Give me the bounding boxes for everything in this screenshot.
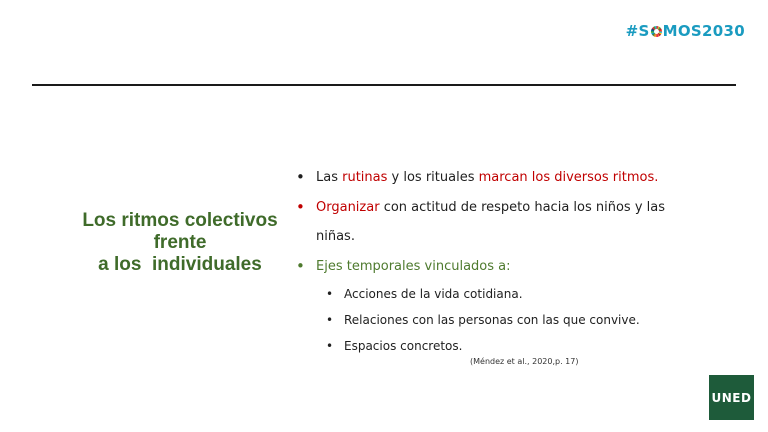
bullet-dot-icon: • <box>326 313 334 327</box>
bullet-text: Las <box>316 170 343 185</box>
sub-bullet-text: Acciones de la vida cotidiana. <box>344 287 523 301</box>
bullet-text: Ejes temporales vinculados a: <box>316 258 511 274</box>
sub-bullet-text: Relaciones con las personas con las que convive. <box>344 313 640 327</box>
highlight-organizar: Organizar <box>316 199 380 215</box>
bullet-list <box>296 163 676 359</box>
bullet-dot-icon: • <box>326 339 334 353</box>
bullet-dot-icon: • <box>296 168 305 186</box>
sub-bullet-item <box>296 333 676 359</box>
title-line: frente <box>153 232 207 253</box>
highlight-ritmos: marcan los diversos ritmos. <box>478 170 659 185</box>
bullet-item-ejes <box>296 252 676 282</box>
bullet-dot-icon: • <box>296 197 305 216</box>
slide-title <box>66 210 294 276</box>
title-line: a los individuales <box>98 254 262 275</box>
citation: (Méndez et al., 2020,p. 17) <box>470 357 579 366</box>
brand-prefix: #S <box>625 22 650 40</box>
title-line: Los ritmos colectivos <box>82 210 278 231</box>
sub-bullet-text: Espacios concretos. <box>344 339 463 353</box>
bullet-item-organizar <box>296 193 676 252</box>
bullet-text: con actitud de respeto hacia los niños y las niñas. <box>316 199 666 244</box>
highlight-rutinas: rutinas <box>342 170 388 185</box>
somos2030-hashtag <box>626 22 745 40</box>
sdg-color-wheel-icon <box>651 26 662 37</box>
bullet-dot-icon: • <box>326 287 334 301</box>
brand-suffix: MOS2030 <box>662 22 745 40</box>
uned-logo: UNED <box>709 375 754 420</box>
sub-bullet-item <box>296 281 676 307</box>
sub-bullet-item <box>296 307 676 333</box>
bullet-item-rutinas <box>296 163 676 193</box>
bullet-dot-icon: • <box>296 256 305 275</box>
header-divider <box>32 84 736 86</box>
bullet-text: y los rituales <box>387 170 479 185</box>
